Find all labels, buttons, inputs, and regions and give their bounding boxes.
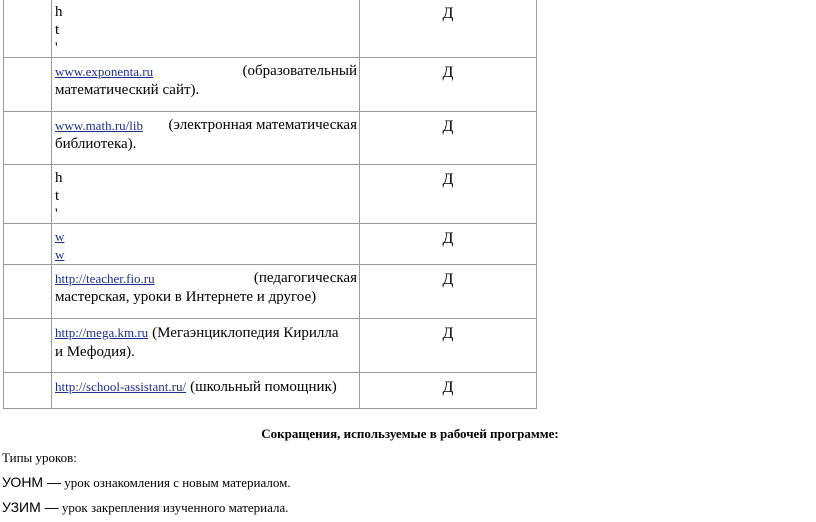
empty-cell	[4, 112, 52, 165]
table-row	[4, 373, 537, 409]
resource-link[interactable]: http://school-assistant.ru/	[55, 379, 187, 394]
resource-cell	[52, 0, 360, 58]
abbrev-text: урок закрепления изученного материала.	[61, 500, 289, 515]
text-fragment: w	[55, 247, 65, 262]
abbrev-item-1	[2, 474, 291, 491]
empty-cell	[4, 58, 52, 112]
resource-description: (электронная математическая	[168, 117, 357, 133]
mark-cell: Д	[360, 165, 537, 224]
table-row	[4, 58, 537, 112]
mark-cell: Д	[360, 112, 537, 165]
mark-cell: Д	[360, 224, 537, 265]
resource-link[interactable]: www.math.ru/lib	[55, 118, 143, 133]
resource-description: (педагогическая	[253, 270, 357, 286]
mark-cell: Д	[360, 58, 537, 112]
resource-description: (Мегаэнциклопедия Кирилла	[152, 325, 339, 341]
mark-cell: Д	[360, 265, 537, 319]
resource-description-cont: математический сайт).	[55, 82, 200, 98]
lesson-types-label: Типы уроков:	[2, 450, 77, 465]
resource-cell	[52, 224, 360, 265]
empty-cell	[4, 224, 52, 265]
table-row	[4, 224, 537, 265]
resource-description-cont: мастерская, уроки в Интернете и другое)	[55, 289, 317, 305]
text-fragment: h	[55, 4, 63, 20]
table-row	[4, 265, 537, 319]
abbrev-code: УОНМ —	[2, 474, 61, 490]
abbreviations-heading: Сокращения, используемые в рабочей программе:	[261, 426, 559, 441]
table-row	[4, 0, 537, 58]
resource-description-cont: и Мефодия).	[55, 344, 135, 360]
resource-cell	[52, 165, 360, 224]
resource-description-cont: библиотека).	[55, 136, 137, 152]
abbrev-text: урок ознакомления с новым материалом.	[64, 475, 291, 490]
empty-cell	[4, 165, 52, 224]
resource-link[interactable]: www.exponenta.ru	[55, 64, 154, 79]
resource-link[interactable]: http://mega.km.ru	[55, 325, 149, 340]
resource-description: (школьный помощник)	[190, 379, 337, 395]
resource-cell	[52, 319, 360, 373]
resource-cell	[52, 265, 360, 319]
text-fragment: t	[55, 22, 60, 38]
text-fragment: '	[55, 206, 58, 222]
mark-cell: Д	[360, 0, 537, 58]
resource-link[interactable]: http://teacher.fio.ru	[55, 271, 155, 286]
abbrev-code: УЗИМ —	[2, 499, 59, 515]
empty-cell	[4, 0, 52, 58]
text-fragment: h	[55, 170, 63, 186]
text-fragment: t	[55, 188, 60, 204]
text-fragment: '	[55, 40, 58, 56]
table-row	[4, 165, 537, 224]
resource-cell	[52, 112, 360, 165]
empty-cell	[4, 265, 52, 319]
table-row	[4, 319, 537, 373]
resource-description: (образовательный	[242, 63, 357, 79]
text-fragment: w	[55, 229, 65, 244]
empty-cell	[4, 319, 52, 373]
mark-cell: Д	[360, 373, 537, 409]
abbrev-item-2	[2, 499, 289, 516]
empty-cell	[4, 373, 52, 409]
mark-cell: Д	[360, 319, 537, 373]
resources-table	[3, 0, 537, 409]
table-row	[4, 112, 537, 165]
resource-cell	[52, 373, 360, 409]
resource-cell	[52, 58, 360, 112]
